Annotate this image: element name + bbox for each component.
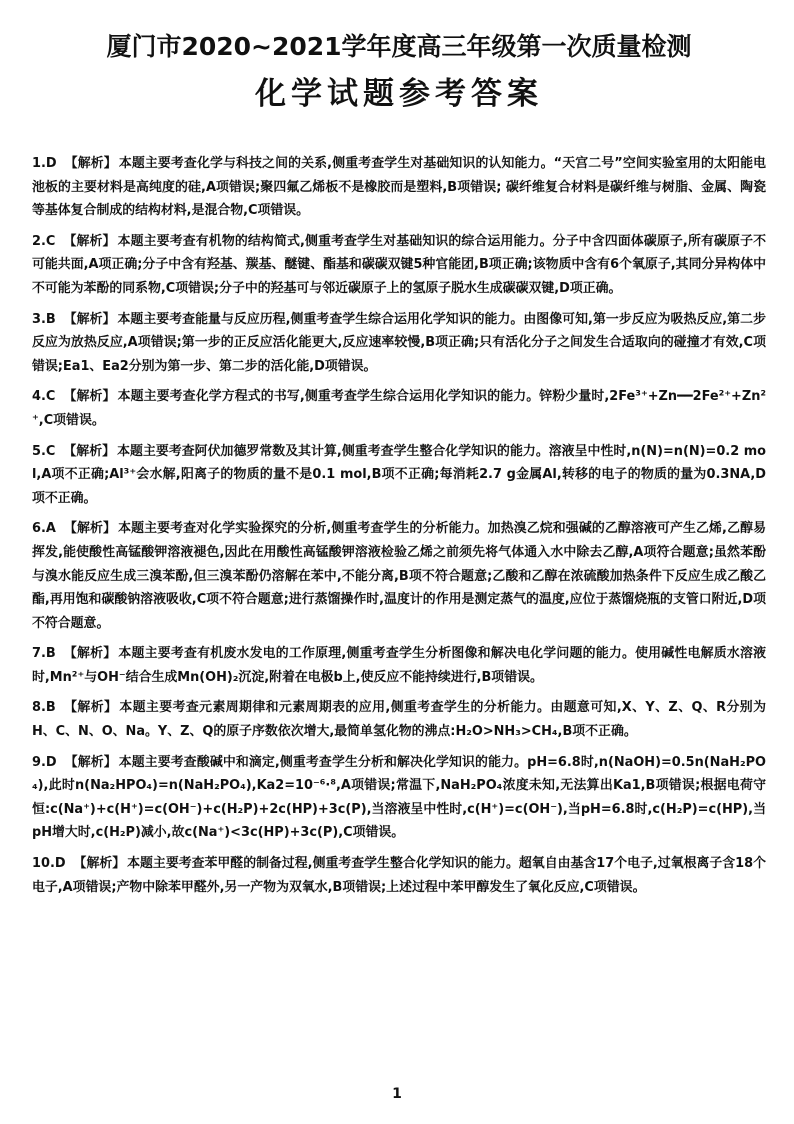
answer-explanation: 本题主要考查元素周期律和元素周期表的应用,侧重考查学生的分析能力。由题意可知,X、Y、Z、Q、R分别为H、C、N、O、Na。Y、Z、Q的原子序数依次增大,最简单氢化物的沸点:H₂O>NH₃>CH₄,B项不正确。 [32,700,767,740]
answer-item-4 [32,385,766,432]
answer-item-2 [32,230,766,301]
answer-number: 2.C [32,233,56,249]
answer-explanation: 本题主要考查化学与科技之间的关系,侧重考查学生对基础知识的认知能力。“天宫二号”空间实验室用的太阳能电池板的主要材料是高纯度的硅,A项错误;聚四氟乙烯板不是橡胶而是塑料,B项错误; 碳纤维复合材料是碳纤维与树脂、金属、陶瓷等基体复合制成的结构材料,是混合物,C项错误。 [32,156,767,219]
answer-list [32,152,766,899]
answer-number: 10.D [32,856,66,872]
answer-item-8 [32,696,766,743]
analysis-tag: 【解析】 [63,443,116,459]
answer-number: 4.C [32,389,56,405]
answer-item-5 [32,440,766,511]
answer-explanation: 本题主要考查能量与反应历程,侧重考查学生综合运用化学知识的能力。由图像可知,第一步反应为吸热反应,第二步反应为放热反应,A项错误;第一步的正反应活化能更大,反应速率较慢,B项正确;只有活化分子之间发生合适取向的碰撞才有效,C项错误;Ea1、Ea2分别为第一步、第二步的活化能,D项错误。 [32,311,766,374]
answer-explanation: 本题主要考查有机物的结构简式,侧重考查学生对基础知识的综合运用能力。分子中含四面体碳原子,所有碳原子不可能共面,A项正确;分子中含有羟基、羰基、醚键、酯基和碳碳双键5种官能团,B项正确;该物质中含有6个氧原子,其同分异构体中不可能为苯酚的同系物,C项错误;分子中的羟基可与邻近碳原子上的氢原子脱水生成碳碳双键,D项正确。 [32,233,767,296]
answer-item-3 [32,308,766,379]
page-number: 1 [392,1086,402,1102]
answer-item-10 [32,852,766,899]
answer-item-6 [32,517,766,635]
answer-explanation: 本题主要考查阿伏加德罗常数及其计算,侧重考查学生整合化学知识的能力。溶液呈中性时,n(N)=n(N)=0.2 mol,A项不正确;Al³⁺会水解,阳离子的物质的量不是0.1 mol,B项不正确;每消耗2.7 g金属Al,转移的电子的物质的量为0.3NA,D项不正确。 [32,443,766,506]
answer-number: 3.B [32,311,56,327]
answer-explanation: 本题主要考查苯甲醛的制备过程,侧重考查学生整合化学知识的能力。超氧自由基含17个电子,过氧根离子含18个电子,A项错误;产物中除苯甲醛外,另一产物为双氧水,B项错误;上述过程中苯甲醇发生了氧化反应,C项错误。 [32,856,767,895]
analysis-tag: 【解析】 [63,700,118,716]
analysis-tag: 【解析】 [63,311,116,327]
answer-number: 1.D [32,156,57,171]
analysis-tag: 【解析】 [64,754,117,770]
analysis-tag: 【解析】 [63,646,117,662]
analysis-tag: 【解析】 [64,156,117,171]
answer-explanation: 本题主要考查化学方程式的书写,侧重考查学生综合运用化学知识的能力。锌粉少量时,2Fe³⁺+Zn━━2Fe²⁺+Zn²⁺,C项错误。 [32,389,767,428]
answer-number: 9.D [32,754,57,770]
answer-key-title: 化学试题参考答案 [255,76,543,112]
analysis-tag: 【解析】 [63,521,117,537]
answer-explanation: 本题主要考查对化学实验探究的分析,侧重考查学生的分析能力。加热溴乙烷和强碱的乙醇溶液可产生乙烯,乙醇易挥发,能使酸性高锰酸钾溶液褪色,因此在用酸性高锰酸钾溶液检验乙烯之前须先将气体通入水中除去乙醇,A项符合题意;虽然苯酚与溴水能反应生成三溴苯酚,但三溴苯酚仍溶解在苯中,不能分离,B项不符合题意;乙酸和乙醇在浓硫酸加热条件下反应生成乙酸乙酯,再用饱和碳酸钠溶液吸收,C项不符合题意;进行蒸馏操作时,温度计的作用是测定蒸气的温度,应位于蒸馏烧瓶的支管口附近,D项不符合题意。 [32,521,767,631]
answer-item-1 [32,152,766,223]
answer-explanation: 本题主要考查酸碱中和滴定,侧重考查学生分析和解决化学知识的能力。pH=6.8时,n(NaOH)=0.5n(NaH₂PO₄),此时n(Na₂HPO₄)=n(NaH₂PO₄),Ka2=10⁻⁶·⁸,A项错误;常温下,NaH₂PO₄浓度未知,无法算出Ka1,B项错误;根据电荷守恒:c(Na⁺)+c(H⁺)=c(OH⁻)+c(H₂P)+2c(HP)+3c(P),当溶液呈中性时,c(H⁺)=c(OH⁻),当pH=6.8时,c(H₂P)=c(HP),当pH增大时,c(H₂P)减小,故c(Na⁺)<3c(HP)+3c(P),C项错误。 [32,754,767,841]
answer-number: 5.C [32,443,56,459]
analysis-tag: 【解析】 [63,233,116,249]
answer-item-7 [32,642,766,689]
answer-number: 6.A [32,521,56,537]
answer-number: 8.B [32,700,56,716]
answer-item-9 [32,751,766,845]
analysis-tag: 【解析】 [73,856,126,872]
answer-number: 7.B [32,646,56,662]
exam-title: 厦门市2020~2021学年度高三年级第一次质量检测 [106,32,692,61]
answer-explanation: 本题主要考查有机废水发电的工作原理,侧重考查学生分析图像和解决电化学问题的能力。使用碱性电解质水溶液时,Mn²⁺与OH⁻结合生成Mn(OH)₂沉淀,附着在电极b上,使反应不能持续进行,B项错误。 [32,646,767,685]
analysis-tag: 【解析】 [63,389,116,405]
